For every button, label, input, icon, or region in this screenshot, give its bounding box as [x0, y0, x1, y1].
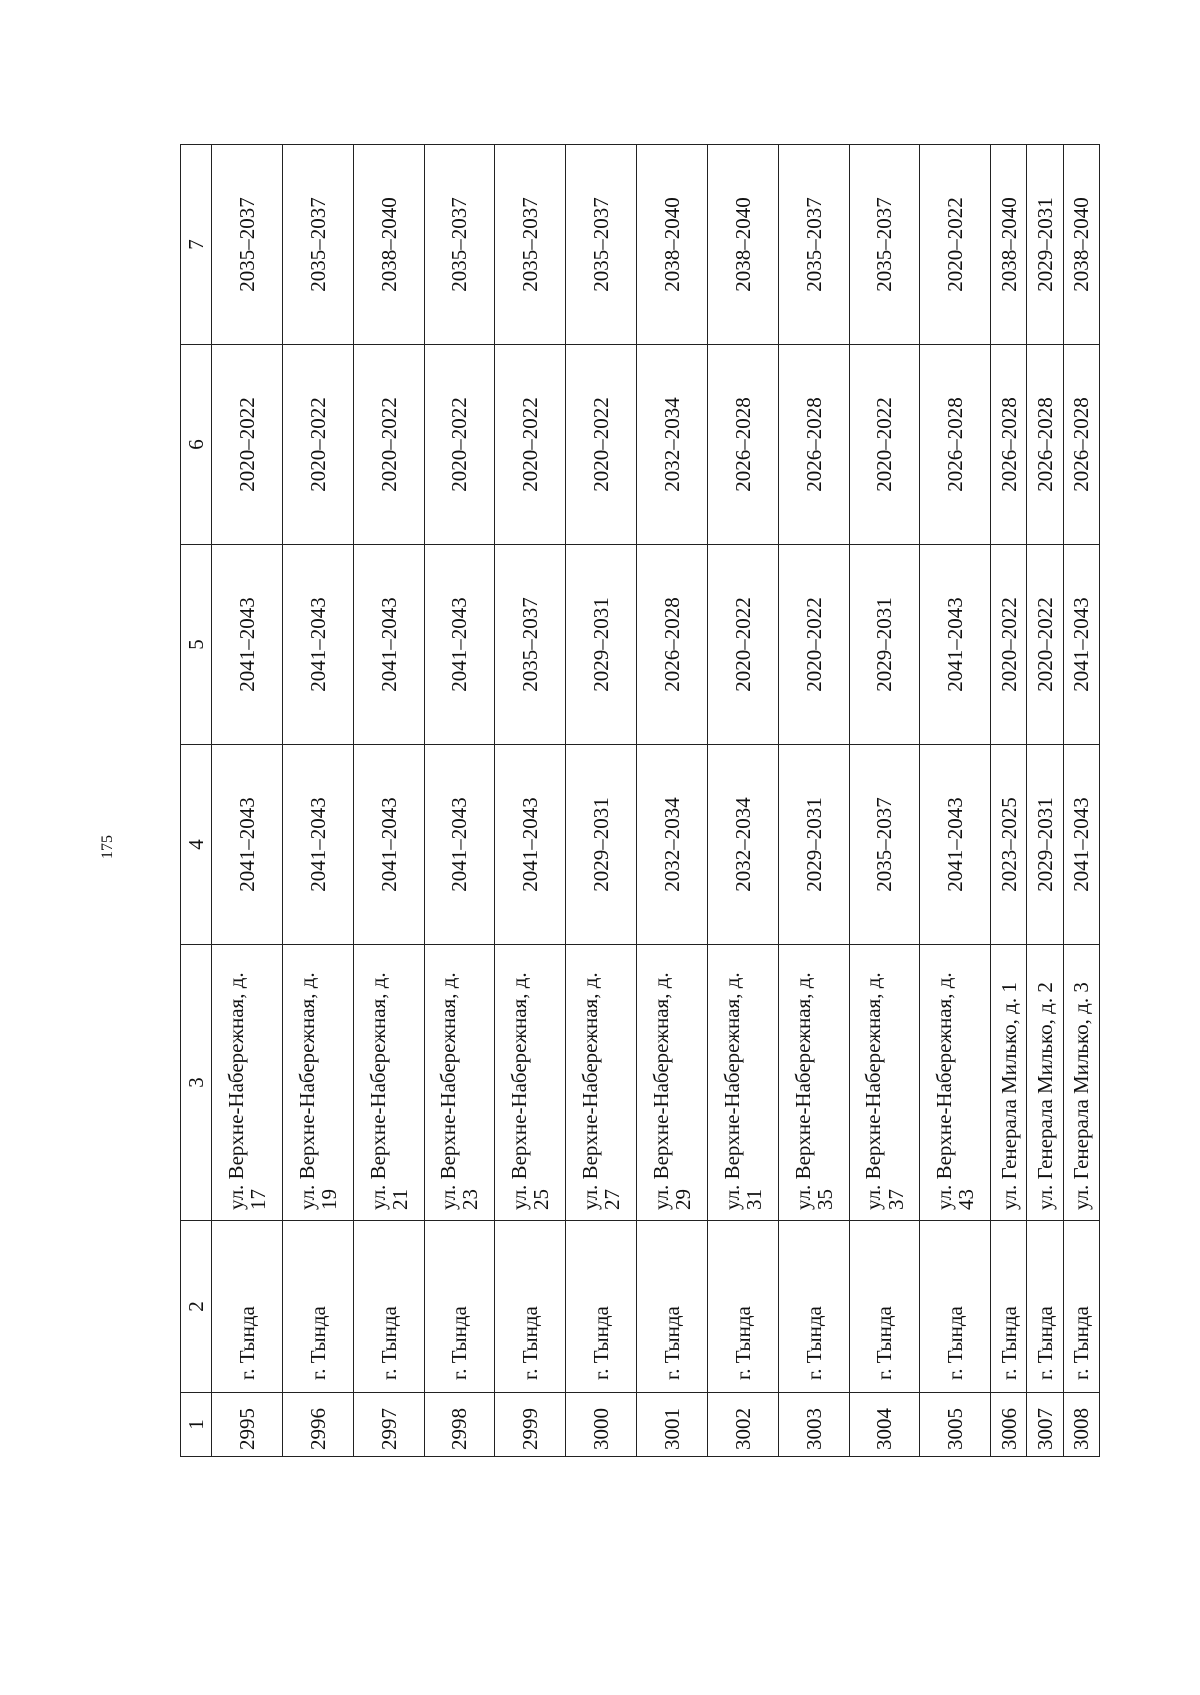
period-cell-col4: 2041–2043	[920, 745, 991, 945]
period-cell-col7: 2038–2040	[1063, 145, 1099, 345]
row-number-cell: 2999	[495, 1393, 566, 1457]
period-cell-col5: 2020–2022	[707, 545, 778, 745]
period-cell-col6: 2020–2022	[353, 345, 424, 545]
period-cell-col7: 2038–2040	[637, 145, 708, 345]
period-cell-col4: 2041–2043	[282, 745, 353, 945]
address-cell: ул. Верхне-Набережная, д. 17	[212, 945, 283, 1221]
table-row	[282, 145, 353, 1457]
address-cell: ул. Верхне-Набережная, д. 23	[424, 945, 495, 1221]
address-cell: ул. Генерала Милько, д. 2	[1027, 945, 1063, 1221]
row-number-cell: 2998	[424, 1393, 495, 1457]
address-cell: ул. Верхне-Набережная, д. 43	[920, 945, 991, 1221]
city-cell: г. Тында	[566, 1221, 637, 1393]
period-cell-col6: 2026–2028	[1027, 345, 1063, 545]
table-row	[707, 145, 778, 1457]
period-cell-col4: 2041–2043	[1063, 745, 1099, 945]
period-cell-col7: 2035–2037	[212, 145, 283, 345]
table-row	[424, 145, 495, 1457]
city-cell: г. Тында	[707, 1221, 778, 1393]
period-cell-col6: 2026–2028	[991, 345, 1027, 545]
column-header-7: 7	[181, 145, 212, 345]
period-cell-col6: 2020–2022	[424, 345, 495, 545]
row-number-cell: 3003	[778, 1393, 849, 1457]
period-cell-col4: 2041–2043	[353, 745, 424, 945]
table-row	[212, 145, 283, 1457]
period-cell-col5: 2026–2028	[637, 545, 708, 745]
period-cell-col4: 2041–2043	[424, 745, 495, 945]
table-body	[212, 145, 1100, 1457]
city-cell: г. Тында	[920, 1221, 991, 1393]
period-cell-col6: 2032–2034	[637, 345, 708, 545]
period-cell-col4: 2029–2031	[566, 745, 637, 945]
column-header-6: 6	[181, 345, 212, 545]
period-cell-col5: 2041–2043	[353, 545, 424, 745]
row-number-cell: 3002	[707, 1393, 778, 1457]
row-number-cell: 2997	[353, 1393, 424, 1457]
period-cell-col4: 2035–2037	[849, 745, 920, 945]
table-row	[1027, 145, 1063, 1457]
address-cell: ул. Верхне-Набережная, д. 31	[707, 945, 778, 1221]
city-cell: г. Тында	[424, 1221, 495, 1393]
city-cell: г. Тында	[637, 1221, 708, 1393]
period-cell-col5: 2020–2022	[1027, 545, 1063, 745]
city-cell: г. Тында	[282, 1221, 353, 1393]
address-cell: ул. Генерала Милько, д. 1	[991, 945, 1027, 1221]
period-cell-col7: 2038–2040	[707, 145, 778, 345]
period-cell-col7: 2029–2031	[1027, 145, 1063, 345]
period-cell-col7: 2038–2040	[991, 145, 1027, 345]
period-cell-col7: 2035–2037	[778, 145, 849, 345]
column-header-2: 2	[181, 1221, 212, 1393]
period-cell-col5: 2041–2043	[212, 545, 283, 745]
period-cell-col7: 2035–2037	[849, 145, 920, 345]
period-cell-col6: 2026–2028	[1063, 345, 1099, 545]
period-cell-col6: 2026–2028	[778, 345, 849, 545]
period-cell-col5: 2029–2031	[566, 545, 637, 745]
address-cell: ул. Верхне-Набережная, д. 29	[637, 945, 708, 1221]
data-table	[180, 144, 1100, 1457]
period-cell-col6: 2026–2028	[920, 345, 991, 545]
page-number: 175	[99, 835, 116, 859]
city-cell: г. Тында	[495, 1221, 566, 1393]
row-number-cell: 3001	[637, 1393, 708, 1457]
period-cell-col5: 2020–2022	[778, 545, 849, 745]
row-number-cell: 3007	[1027, 1393, 1063, 1457]
period-cell-col7: 2035–2037	[282, 145, 353, 345]
row-number-cell: 2996	[282, 1393, 353, 1457]
period-cell-col7: 2020–2022	[920, 145, 991, 345]
table-row	[495, 145, 566, 1457]
city-cell: г. Тында	[1063, 1221, 1099, 1393]
table-row	[778, 145, 849, 1457]
period-cell-col6: 2020–2022	[566, 345, 637, 545]
column-header-3: 3	[181, 945, 212, 1221]
period-cell-col7: 2035–2037	[424, 145, 495, 345]
table-row	[353, 145, 424, 1457]
period-cell-col6: 2020–2022	[212, 345, 283, 545]
column-header-1: 1	[181, 1393, 212, 1457]
table-row	[566, 145, 637, 1457]
row-number-cell: 3004	[849, 1393, 920, 1457]
period-cell-col6: 2026–2028	[707, 345, 778, 545]
city-cell: г. Тында	[353, 1221, 424, 1393]
city-cell: г. Тында	[1027, 1221, 1063, 1393]
column-header-4: 4	[181, 745, 212, 945]
address-cell: ул. Верхне-Набережная, д. 37	[849, 945, 920, 1221]
table-row	[849, 145, 920, 1457]
address-cell: ул. Верхне-Набережная, д. 21	[353, 945, 424, 1221]
period-cell-col6: 2020–2022	[495, 345, 566, 545]
period-cell-col5: 2020–2022	[991, 545, 1027, 745]
header-row	[181, 145, 212, 1457]
period-cell-col4: 2032–2034	[637, 745, 708, 945]
period-cell-col4: 2029–2031	[1027, 745, 1063, 945]
row-number-cell: 3000	[566, 1393, 637, 1457]
period-cell-col7: 2038–2040	[353, 145, 424, 345]
city-cell: г. Тында	[849, 1221, 920, 1393]
address-cell: ул. Верхне-Набережная, д. 25	[495, 945, 566, 1221]
period-cell-col7: 2035–2037	[495, 145, 566, 345]
city-cell: г. Тында	[778, 1221, 849, 1393]
period-cell-col4: 2032–2034	[707, 745, 778, 945]
period-cell-col5: 2041–2043	[282, 545, 353, 745]
address-cell: ул. Верхне-Набережная, д. 35	[778, 945, 849, 1221]
period-cell-col5: 2029–2031	[849, 545, 920, 745]
table-row	[991, 145, 1027, 1457]
period-cell-col5: 2035–2037	[495, 545, 566, 745]
column-header-5: 5	[181, 545, 212, 745]
period-cell-col4: 2029–2031	[778, 745, 849, 945]
address-cell: ул. Верхне-Набережная, д. 27	[566, 945, 637, 1221]
period-cell-col4: 2023–2025	[991, 745, 1027, 945]
city-cell: г. Тында	[991, 1221, 1027, 1393]
row-number-cell: 3006	[991, 1393, 1027, 1457]
table-row	[920, 145, 991, 1457]
table-row	[637, 145, 708, 1457]
row-number-cell: 2995	[212, 1393, 283, 1457]
period-cell-col7: 2035–2037	[566, 145, 637, 345]
row-number-cell: 3008	[1063, 1393, 1099, 1457]
address-cell: ул. Верхне-Набережная, д. 19	[282, 945, 353, 1221]
period-cell-col5: 2041–2043	[1063, 545, 1099, 745]
table-container	[180, 145, 1100, 1457]
table-row	[1063, 145, 1099, 1457]
period-cell-col6: 2020–2022	[849, 345, 920, 545]
period-cell-col6: 2020–2022	[282, 345, 353, 545]
address-cell: ул. Генерала Милько, д. 3	[1063, 945, 1099, 1221]
period-cell-col5: 2041–2043	[424, 545, 495, 745]
period-cell-col4: 2041–2043	[212, 745, 283, 945]
city-cell: г. Тында	[212, 1221, 283, 1393]
row-number-cell: 3005	[920, 1393, 991, 1457]
period-cell-col4: 2041–2043	[495, 745, 566, 945]
period-cell-col5: 2041–2043	[920, 545, 991, 745]
